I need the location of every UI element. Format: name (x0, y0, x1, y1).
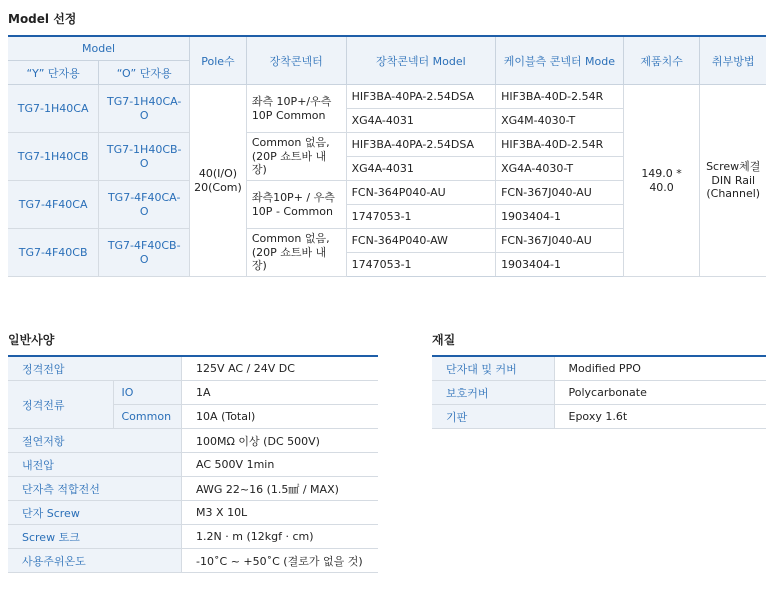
model-section-title: Model 선정 (8, 12, 77, 26)
insulation-value: 100MΩ 이상 (DC 500V) (182, 429, 378, 453)
table-row (8, 429, 378, 453)
mount-model-cell: 1747053-1 (346, 205, 495, 229)
torque-label: Screw 토크 (8, 525, 182, 549)
screw-label: 단자 Screw (8, 501, 182, 525)
pole-header: Pole수 (190, 36, 247, 85)
wire-label: 단자측 적합전선 (8, 477, 182, 501)
y-model-cell: TG7-4F40CA (8, 181, 99, 229)
model-header: Model (8, 36, 190, 61)
dimensions-header: 제품치수 (623, 36, 700, 85)
table-row (432, 381, 766, 405)
table-row (8, 356, 378, 381)
wire-value: AWG 22~16 (1.5㎟ / MAX) (182, 477, 378, 501)
screw-value: M3 X 10L (182, 501, 378, 525)
cable-model-cell: 1903404-1 (496, 205, 624, 229)
material-value: Epoxy 1.6t (554, 405, 766, 429)
cable-model-cell: FCN-367J040-AU (496, 229, 624, 253)
table-row (8, 85, 766, 109)
y-model-cell: TG7-1H40CA (8, 85, 99, 133)
rated-voltage-label: 정격전압 (8, 356, 182, 381)
connector-cell: 좌측 10P+/우측10P Common (246, 85, 346, 133)
mount-model-cell: FCN-364P040-AW (346, 229, 495, 253)
mount-model-cell: HIF3BA-40PA-2.54DSA (346, 85, 495, 109)
material-section-title: 재질 (432, 333, 456, 347)
cable-model-cell: FCN-367J040-AU (496, 181, 624, 205)
material-label: 기판 (432, 405, 554, 429)
rated-voltage-value: 125V AC / 24V DC (182, 356, 378, 381)
table-row (432, 356, 766, 381)
connector-cell: 좌측10P+ / 우측 10P - Common (246, 181, 346, 229)
cable-model-cell: HIF3BA-40D-2.54R (496, 133, 624, 157)
rated-current-label: 정격전류 (8, 381, 113, 429)
common-value: 10A (Total) (182, 405, 378, 429)
general-spec-table (8, 355, 378, 573)
o-model-cell: TG7-1H40CA-O (99, 85, 190, 133)
cable-model-cell: HIF3BA-40D-2.54R (496, 85, 624, 109)
pole-cell: 40(I/O) 20(Com) (190, 85, 247, 277)
table-row (432, 405, 766, 429)
material-label: 단자대 및 커버 (432, 356, 554, 381)
o-model-cell: TG7-4F40CA-O (99, 181, 190, 229)
o-terminal-header: “O” 단자용 (99, 61, 190, 85)
y-model-cell: TG7-4F40CB (8, 229, 99, 277)
table-row (8, 453, 378, 477)
cable-model-cell: XG4A-4030-T (496, 157, 624, 181)
mount-connector-header: 장착콘넥터 (246, 36, 346, 85)
material-value: Polycarbonate (554, 381, 766, 405)
mount-model-cell: HIF3BA-40PA-2.54DSA (346, 133, 495, 157)
mount-model-cell: XG4A-4031 (346, 109, 495, 133)
common-label: Common (113, 405, 182, 429)
table-row (8, 525, 378, 549)
io-label: IO (113, 381, 182, 405)
mount-model-cell: XG4A-4031 (346, 157, 495, 181)
table-row (8, 477, 378, 501)
table-row (8, 501, 378, 525)
insulation-label: 절연저항 (8, 429, 182, 453)
table-row (8, 549, 378, 573)
mount-model-cell: 1747053-1 (346, 253, 495, 277)
general-section-title: 일반사양 (8, 333, 55, 347)
mount-connector-model-header: 장착콘넥터 Model (346, 36, 495, 85)
cable-connector-model-header: 케이블측 콘넥터 Mode (496, 36, 624, 85)
cable-model-cell: XG4M-4030-T (496, 109, 624, 133)
io-value: 1A (182, 381, 378, 405)
dimensions-cell: 149.0 * 40.0 (623, 85, 700, 277)
y-terminal-header: “Y” 단자용 (8, 61, 99, 85)
table-row (8, 381, 378, 405)
withstand-label: 내전압 (8, 453, 182, 477)
material-label: 보호커버 (432, 381, 554, 405)
mounting-header: 취부방법 (700, 36, 766, 85)
temp-label: 사용주위온도 (8, 549, 182, 573)
material-value: Modified PPO (554, 356, 766, 381)
withstand-value: AC 500V 1min (182, 453, 378, 477)
o-model-cell: TG7-1H40CB-O (99, 133, 190, 181)
material-spec-table (432, 355, 766, 429)
connector-cell: Common 없음, (20P 쇼트바 내장) (246, 229, 346, 277)
mount-model-cell: FCN-364P040-AU (346, 181, 495, 205)
connector-cell: Common 없음, (20P 쇼트바 내장) (246, 133, 346, 181)
temp-value: -10˚C ~ +50˚C (결로가 없을 것) (182, 549, 378, 573)
torque-value: 1.2N · m (12kgf · cm) (182, 525, 378, 549)
y-model-cell: TG7-1H40CB (8, 133, 99, 181)
cable-model-cell: 1903404-1 (496, 253, 624, 277)
model-selection-table (8, 35, 766, 277)
o-model-cell: TG7-4F40CB-O (99, 229, 190, 277)
mounting-cell: Screw체결 DIN Rail (Channel) (700, 85, 766, 277)
